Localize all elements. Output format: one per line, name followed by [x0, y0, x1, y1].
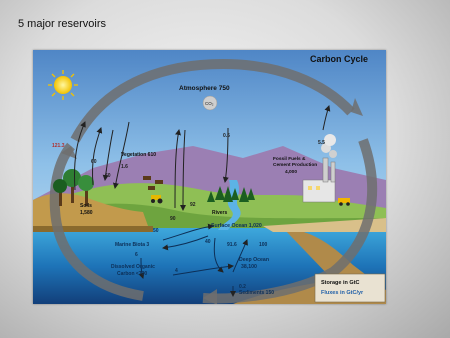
flux-100: 100 [259, 242, 268, 248]
legend-box [315, 274, 385, 302]
flux-90: 90 [170, 216, 176, 222]
vegetation-label: Vegetation 610 [121, 152, 157, 158]
doc-line1: Dissolved Organic [111, 264, 155, 270]
flux-50: 50 [153, 228, 159, 234]
flux-121-3: 121.3 [52, 143, 65, 149]
deep-ocean-line2: 38,100 [241, 264, 257, 270]
flux-92: 92 [190, 202, 196, 208]
sun-icon [54, 76, 72, 94]
soils-name: Soils [80, 203, 92, 209]
legend-storage: Storage in GtC [321, 280, 360, 286]
flux-4: 4 [175, 268, 178, 274]
sediments-label: Sediments 150 [239, 290, 275, 296]
flux-0-5: 0.5 [223, 133, 230, 139]
doc-line2: Carbon <700 [117, 271, 148, 277]
flux-91-6: 91.6 [227, 242, 237, 248]
fossil-value: 4,000 [285, 170, 298, 175]
flux-60-b: 60 [105, 173, 111, 179]
slide-title: 5 major reservoirs [18, 18, 107, 30]
flux-6: 6 [135, 252, 138, 258]
carbon-cycle-diagram [33, 50, 386, 304]
soils-value: 1,580 [80, 210, 93, 216]
rivers-label: Rivers [212, 210, 228, 216]
co2-label: CO₂ [205, 101, 214, 106]
flux-0-2: 0.2 [239, 284, 246, 290]
surface-ocean-label: Surface Ocean 1,020 [211, 223, 262, 229]
marine-biota-label: Marine Biota 3 [115, 242, 150, 248]
flux-1-6: 1.6 [121, 164, 128, 170]
legend-fluxes: Fluxes in GtC/yr [321, 290, 364, 296]
flux-5-5: 5.5 [318, 140, 325, 146]
deep-ocean-line1: Deep Ocean [239, 257, 269, 263]
fossil-line2: Cement Production [273, 163, 318, 168]
soil-strip [33, 226, 153, 232]
diagram-title: Carbon Cycle [310, 54, 369, 64]
flux-40: 40 [205, 239, 211, 245]
atmosphere-label: Atmosphere 750 [179, 85, 230, 92]
fossil-line1: Fossil Fuels & [273, 157, 306, 162]
flux-60-a: 60 [91, 159, 97, 165]
